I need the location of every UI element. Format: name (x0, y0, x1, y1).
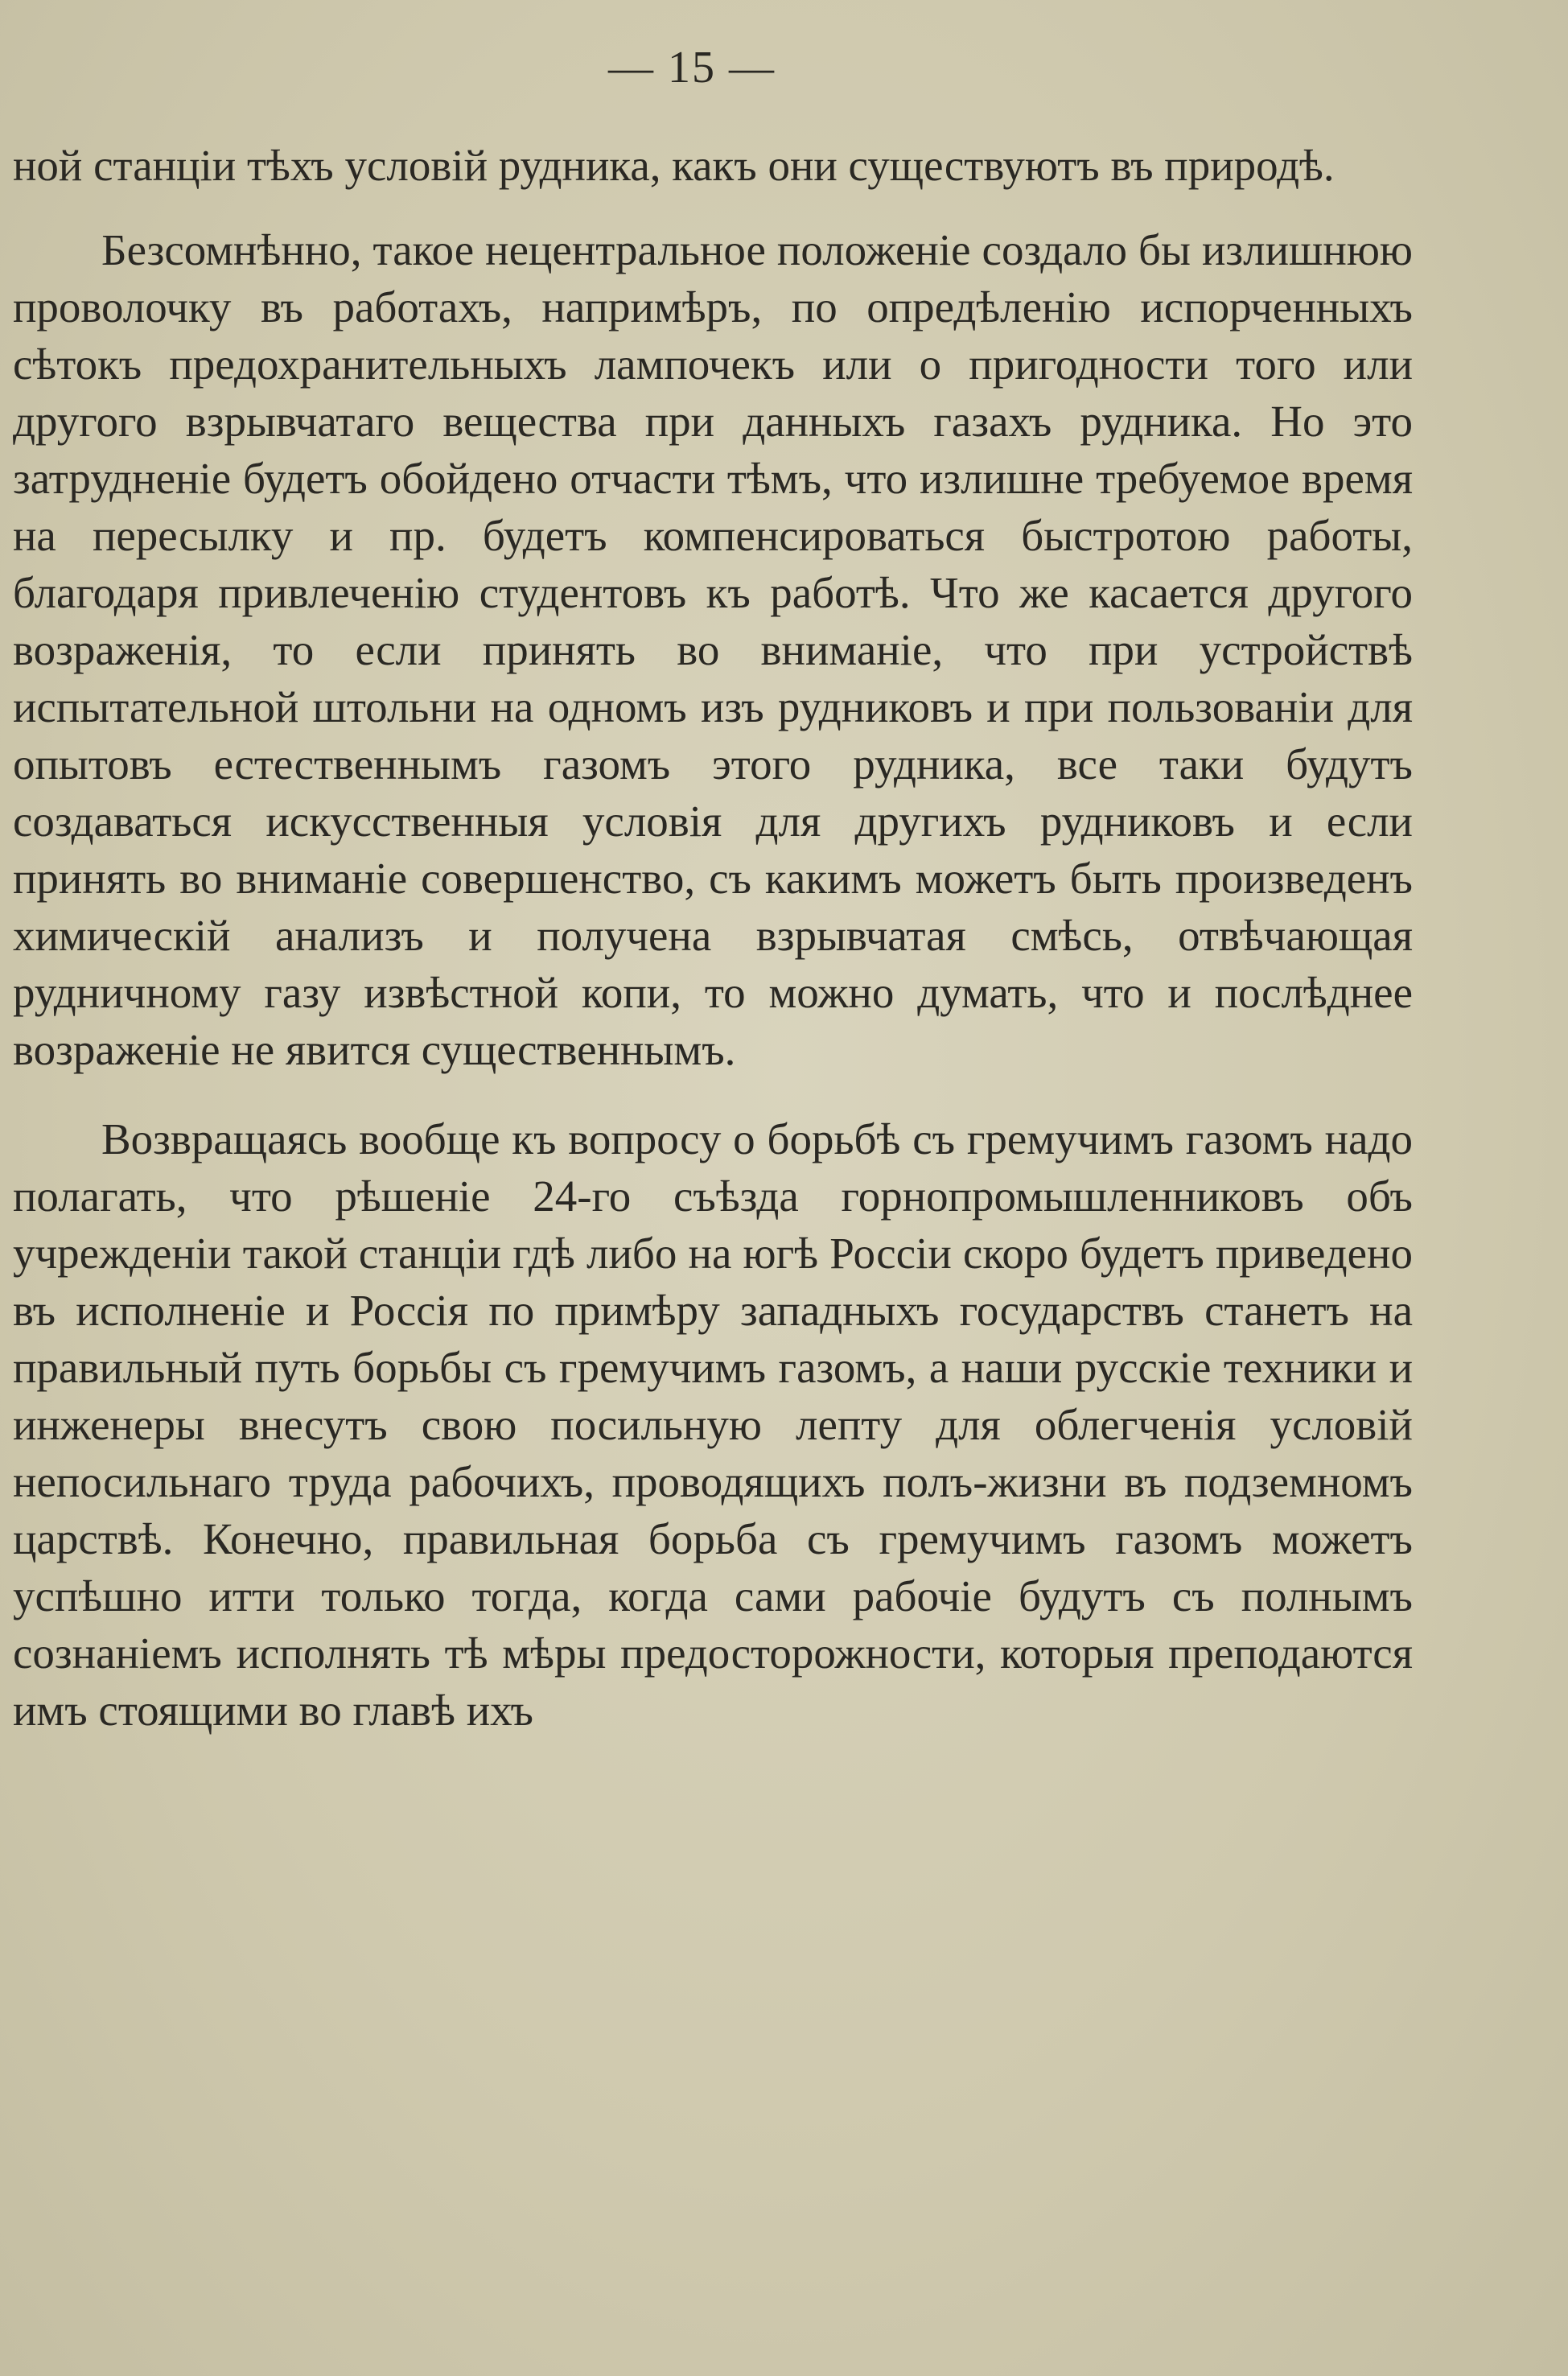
paragraph-conclusion: Возвращаясь вообще къ вопросу о борьбѣ съ гремучимъ газомъ надо полагать, что рѣшеніе 24-го съѣзда горнопромышленниковъ объ учрежденіи такой станціи гдѣ либо на югѣ Россіи скоро будетъ приведено въ исполненіе и Россія по примѣру западныхъ государствъ станетъ на правильный путь борьбы съ гремучимъ газомъ, а наши русскіе техники и инженеры внесутъ свою посильную лепту для облегченія условій непосильнаго труда рабочихъ, проводящихъ полъ-жизни въ подземномъ царствѣ. Конечно, правильная борьба съ гремучимъ газомъ можетъ успѣшно итти только тогда, когда сами рабочіе будутъ съ полнымъ сознаніемъ исполнять тѣ мѣры предосторожности, которыя преподаются имъ стоящими во главѣ ихъ (13, 1114, 1413, 1735)
page-number: — 15 — (608, 43, 776, 93)
paragraph-continuation: ной станціи тѣхъ условій рудника, какъ они существуютъ въ природѣ. (13, 141, 1335, 190)
body-text (13, 137, 1413, 1739)
paragraph-objections: Безсомнѣнно, такое нецентральное положеніе создало бы излишнюю проволочку въ работахъ, напримѣръ, по опредѣленію испорченныхъ сѣтокъ предохранительныхъ лампочекъ или о пригодности того или другого взрывчатаго вещества при данныхъ газахъ рудника. Но это затрудненіе будетъ обойдено отчасти тѣмъ, что излишне требуемое время на пересылку и пр. будетъ компенсироваться быстротою работы, благодаря привлеченію студентовъ къ работѣ. Что же касается другого возраженія, то если принять во вниманіе, что при устройствѣ испытательной штольни на одномъ изъ рудниковъ и при пользованіи для опытовъ естественнымъ газомъ этого рудника, все таки будутъ создаваться искусственныя условія для другихъ рудниковъ и если принять во вниманіе совершенство, съ какимъ можетъ быть произведенъ химическій анализъ и получена взрывчатая смѣсь, отвѣчающая рудничному газу извѣстной копи, то можно думать, что и послѣднее возраженіе не явится существеннымъ. (13, 225, 1413, 1074)
